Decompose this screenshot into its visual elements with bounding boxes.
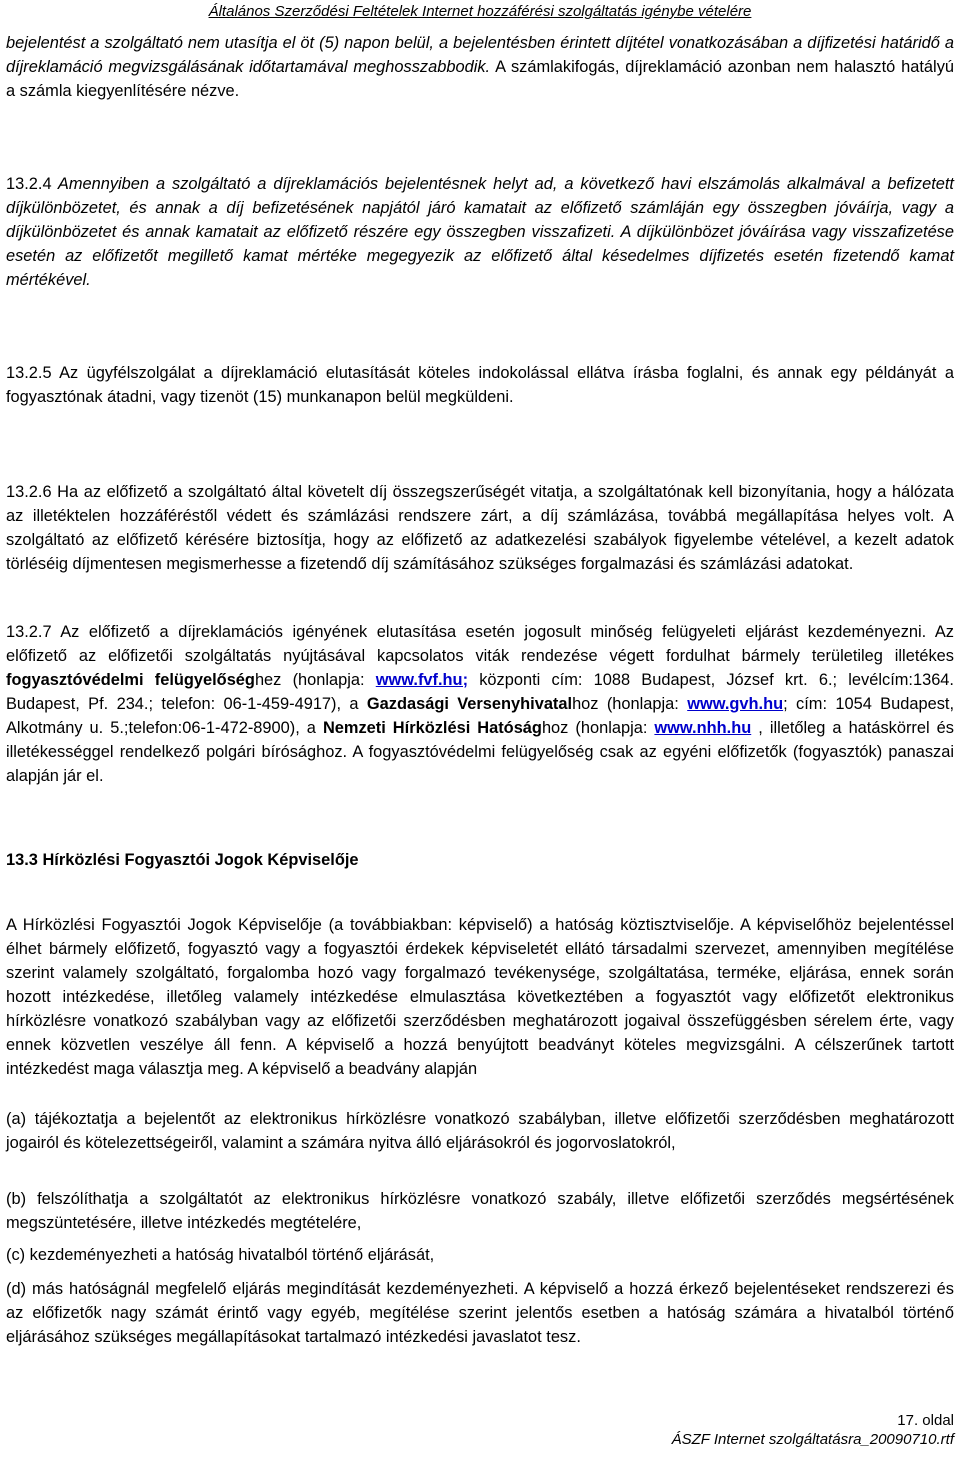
gvh-link[interactable]: www.gvh.hu xyxy=(687,695,784,713)
section-number-13-2-4: 13.2.4 xyxy=(6,175,52,193)
text-run: hoz (honlapja: xyxy=(572,695,688,713)
footer-filename: ÁSZF Internet szolgáltatásra_20090710.rtf xyxy=(671,1431,954,1448)
list-item-a: (a) tájékoztatja a bejelentőt az elektronikus hírközlésre vonatkozó szabályban, illetve előfizetői szerződésben meghatározott jogairól és kötelezettségeiről, valamint a számára nyitva álló eljárásokról és jogorvoslatokról, xyxy=(6,1110,954,1152)
page-number: 17. oldal xyxy=(897,1412,954,1429)
gazdasagi-versenyhivatal-term: Gazdasági Versenyhivatal xyxy=(366,695,573,713)
paragraph-13-2-6: 13.2.6 Ha az előfizető a szolgáltató által követelt díj összegszerűségét vitatja, a szolgáltatónak kell bizonyítania, hogy a hálózata az illetéktelen hozzáféréstől védett és számlázási rendszere zárt, a díj számlázása, továbbá megállapítása helyes volt. A szolgáltató az előfizető kérésére biztosítja, hogy az előfizető az adatkezelési szabályok figyelembe vételével, a kezelt adatok törléséig díjmentesen megismerhesse a fizetendő díj számításához szükséges forgalmazási és számlázási adatokat. xyxy=(6,483,954,573)
text-run: ; cím: 1054 Budapest, Alkotmány u. 5.;telefon:06-1-472-8900), a xyxy=(6,695,954,737)
paragraph-13-2-7 xyxy=(6,620,954,788)
intro-italic-text: bejelentést a szolgáltató nem utasítja el öt (5) napon belül, a bejelentésben érintett díjtétel vonatkozásában a díjfizetési határidő a díjreklamáció megvizsgálásának időtartamával meghosszabbodik. xyxy=(6,34,954,76)
paragraph-13-2-4-text: Amennyiben a szolgáltató a díjreklamációs bejelentésnek helyt ad, a következő havi elszámolás alkalmával a befizetett díjkülönbözetet, és annak a díj befizetésének napjától járó kamatait az előfizető számláján egy összegben jóváírja, vagy a díjkülönbözetet és annak kamatait az előfizető részére egy összegben visszafizeti. A díjkülönbözet jóváírása vagy visszafizetése esetén az előfizetőt megillető kamat mértéke megegyezik az előfizető által késedelmes díjfizetés esetén fizetendő kamat mértékével. xyxy=(6,175,954,289)
text-run: , illetőleg a hatáskörrel és illetékességgel rendelkező polgári bírósághoz. A fogyasztóvédelmi felügyelőség csak az egyéni előfizetők (fogyasztók) panaszai alapján jár el. xyxy=(6,719,954,785)
text-run: 13.2.7 Az előfizető a díjreklamációs igényének elutasítása esetén jogosult minőség felügyeleti eljárást kezdeményezni. Az előfizető az előfizetői szolgáltatás nyújtásával kapcsolatos viták rendezése végett fordulhat bármely területileg illetékes xyxy=(6,623,954,665)
paragraph-13-2-4 xyxy=(6,172,954,292)
nemzeti-hirkozlesi-hatosag-term: Nemzeti Hírközlési Hatóság xyxy=(322,719,542,737)
text-run: hoz (honlapja: xyxy=(541,719,655,737)
list-item-b: (b) felszólíthatja a szolgáltatót az elektronikus hírközlésre vonatkozó szabály, illetve előfizetői szerződés megsértésének megszüntetésére, illetve intézkedés megtételére, xyxy=(6,1190,954,1232)
text-run: központi cím: 1088 Budapest, József krt. 6.; levélcím:1364. Budapest, Pf. 234.; telefon: 06-1-459-4917), a xyxy=(6,671,954,713)
intro-plain-text: A számlakifogás, díjreklamáció azonban nem halasztó hatályú a számla kiegyenlítésére nézve. xyxy=(6,58,954,100)
nhh-link[interactable]: www.nhh.hu xyxy=(654,719,752,737)
paragraph-13-2-5: 13.2.5 Az ügyfélszolgálat a díjreklamáció elutasítását köteles indokolással ellátva írásba foglalni, és annak egy példányát a fogyasztónak átadni, vagy tizenöt (15) munkanapon belül megküldeni. xyxy=(6,364,954,406)
list-item-c: (c) kezdeményezheti a hatóság hivatalból történő eljárását, xyxy=(6,1246,435,1264)
paragraph-intro xyxy=(6,31,954,103)
section-heading-13-3: 13.3 Hírközlési Fogyasztói Jogok Képviselője xyxy=(6,851,359,869)
fvf-link[interactable]: www.fvf.hu; xyxy=(375,671,469,689)
list-item-d: (d) más hatóságnál megfelelő eljárás megindítását kezdeményezheti. A képviselő a hozzá érkező bejelentéseket rendszerezi és az előfizetők nagy számát érintő vagy egyéb, megítélése szerint jelentős esetben a hatóság számára a hivatalból történő eljárásához szükséges megállapításokat tartalmazó intézkedési javaslatot tesz. xyxy=(6,1280,954,1346)
text-run: hez (honlapja: xyxy=(254,671,376,689)
page-header: Általános Szerződési Feltételek Internet hozzáférési szolgáltatás igénybe vételére xyxy=(208,3,752,20)
paragraph-13-3-body: A Hírközlési Fogyasztói Jogok Képviselője (a továbbiakban: képviselő) a hatóság köztisztviselője. A képviselőhöz bejelentéssel élhet bármely előfizető, fogyasztó vagy a fogyasztói érdekek képviseletét ellátó társadalmi szervezet, amennyiben megítélése szerint valamely szolgáltató, forgalomba hozó vagy forgalmazó tevékenysége, szolgáltatása, terméke, eljárása, ennek során hozott intézkedése, illetőleg valamely intézkedése elmulasztása következtében a fogyasztót vagy előfizetőt elektronikus hírközlésre vonatkozó szabályban vagy az előfizetői szerződésben meghatározott jogaival összefüggésben sérelem érte, vagy ennek közvetlen veszélye áll fenn. A képviselő a hozzá benyújtott beadványt köteles megvizsgálni. A célszerűnek tartott intézkedést maga választja meg. A képviselő a beadvány alapján xyxy=(6,916,954,1078)
fogyasztovedelmi-felugyeloseg-term: fogyasztóvédelmi felügyelőség xyxy=(6,671,255,689)
